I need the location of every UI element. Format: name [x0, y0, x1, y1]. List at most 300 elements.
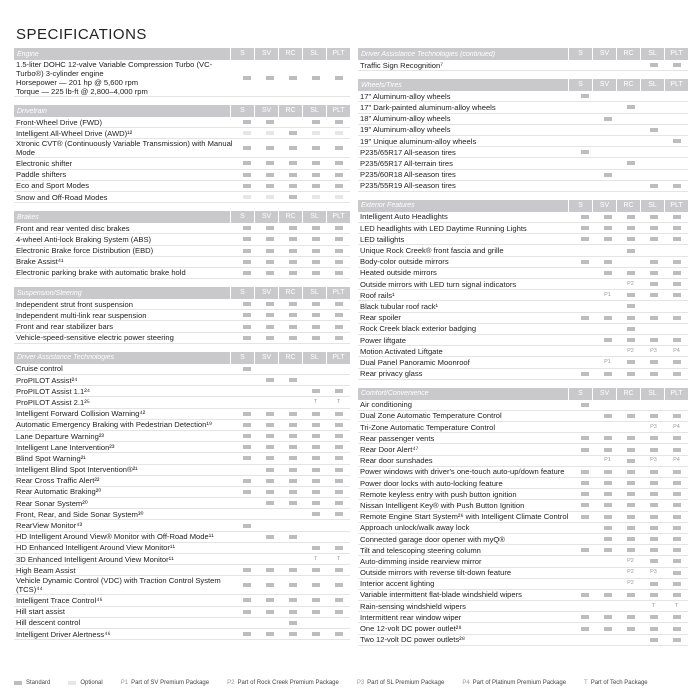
spec-row — [358, 223, 688, 234]
trim-availability — [281, 299, 304, 309]
trim-availability — [304, 310, 327, 320]
trim-availability — [258, 431, 281, 441]
trim-availability — [642, 324, 665, 334]
trim-header: S — [568, 388, 592, 400]
trim-availability — [258, 453, 281, 463]
spec-row — [358, 91, 688, 102]
trim-availability — [665, 268, 688, 278]
trim-availability — [642, 534, 665, 544]
trim-availability — [281, 629, 304, 639]
spec-row — [14, 333, 350, 344]
trim-availability — [642, 612, 665, 622]
trim-availability — [327, 607, 350, 617]
spec-row — [14, 246, 350, 257]
section-header — [14, 105, 350, 117]
trim-availability — [665, 114, 688, 124]
spec-label: Paddle shifters — [16, 170, 67, 180]
trim-availability — [642, 467, 665, 477]
trim-availability — [573, 568, 596, 578]
trim-availability — [596, 170, 619, 180]
trim-availability — [327, 234, 350, 244]
trim-availability — [327, 409, 350, 419]
spec-row — [358, 512, 688, 523]
trim-availability — [235, 618, 258, 628]
spec-row — [358, 125, 688, 136]
trim-availability — [596, 181, 619, 191]
spec-label: Dual Zone Automatic Temperature Control — [360, 411, 502, 421]
trim-availability — [619, 60, 642, 70]
spec-row — [14, 223, 350, 234]
spec-label: Rear Door Alert⁴⁷ — [360, 445, 419, 455]
trim-availability — [619, 568, 642, 578]
spec-row — [14, 509, 350, 520]
trim-availability — [573, 257, 596, 267]
trim-availability — [327, 618, 350, 628]
trim-availability — [619, 534, 642, 544]
legend-item — [121, 680, 209, 686]
trim-availability — [281, 607, 304, 617]
spec-row — [358, 422, 688, 433]
trim-header: SV — [254, 287, 278, 299]
trim-availability — [235, 607, 258, 617]
spec-row — [14, 595, 350, 606]
trim-availability — [619, 612, 642, 622]
spec-row — [14, 299, 350, 310]
trim-availability — [235, 117, 258, 127]
trim-availability — [327, 431, 350, 441]
trim-availability — [642, 357, 665, 367]
trim-availability — [619, 212, 642, 222]
trim-availability — [642, 500, 665, 510]
trim-availability — [665, 635, 688, 645]
trim-availability — [327, 509, 350, 519]
trim-availability — [281, 618, 304, 628]
trim-availability — [619, 500, 642, 510]
trim-availability — [327, 420, 350, 430]
trim-availability — [642, 301, 665, 311]
trim-availability — [642, 212, 665, 222]
spec-label: Rear Sonar System²⁰ — [16, 498, 88, 508]
trim-availability — [665, 534, 688, 544]
spec-label: Intermittent rear window wiper — [360, 612, 462, 622]
spec-row — [358, 500, 688, 511]
trim-availability — [619, 635, 642, 645]
trim-header: RC — [616, 388, 640, 400]
trim-availability — [258, 310, 281, 320]
trim-header: SV — [592, 79, 616, 91]
trim-availability — [304, 565, 327, 575]
trim-availability — [235, 268, 258, 278]
trim-availability — [281, 192, 304, 202]
spec-label: P235/65R17 All-terrain tires — [360, 158, 453, 168]
trim-header: SV — [592, 200, 616, 212]
spec-label: LED headlights with LED Daytime Running Lights — [360, 223, 527, 233]
trim-availability — [304, 554, 327, 564]
spec-label: RearView Monitor⁴³ — [16, 521, 83, 531]
trim-availability — [619, 158, 642, 168]
spec-label: Dual Panel Panoramic Moonroof — [360, 357, 470, 367]
trim-availability — [258, 192, 281, 202]
trim-availability — [596, 290, 619, 300]
trim-header: PLT — [664, 388, 688, 400]
spec-row — [14, 409, 350, 420]
trim-availability — [235, 364, 258, 374]
legend-item — [227, 680, 339, 686]
trim-availability — [258, 246, 281, 256]
trim-availability — [665, 545, 688, 555]
trim-availability — [281, 158, 304, 168]
trim-availability — [596, 136, 619, 146]
trim-availability — [619, 257, 642, 267]
spec-row — [358, 301, 688, 312]
trim-availability — [304, 521, 327, 531]
spec-row — [14, 128, 350, 139]
spec-label: Hill start assist — [16, 607, 65, 617]
spec-label: Blind Spot Warning²¹ — [16, 453, 86, 463]
trim-availability — [327, 73, 350, 83]
trim-availability — [642, 335, 665, 345]
spec-row — [14, 386, 350, 397]
trim-availability — [619, 478, 642, 488]
trim-availability — [281, 310, 304, 320]
trim-availability — [619, 125, 642, 135]
spec-row — [358, 245, 688, 256]
spec-row — [14, 364, 350, 375]
trim-availability — [619, 545, 642, 555]
trim-availability — [665, 125, 688, 135]
spec-row — [358, 369, 688, 380]
spec-row — [358, 556, 688, 567]
legend-text: Part of SV Premium Package — [131, 680, 210, 686]
trim-availability — [573, 114, 596, 124]
trim-availability — [619, 313, 642, 323]
trim-availability — [235, 397, 258, 407]
legend-item — [357, 680, 445, 686]
trim-availability — [619, 290, 642, 300]
trim-availability — [665, 456, 688, 466]
trim-availability — [665, 223, 688, 233]
trim-availability — [642, 369, 665, 379]
trim-header: S — [568, 48, 592, 60]
trim-availability — [573, 545, 596, 555]
trim-availability — [281, 170, 304, 180]
trim-availability — [304, 299, 327, 309]
spec-row — [14, 170, 350, 181]
trim-availability — [304, 268, 327, 278]
spec-row — [358, 158, 688, 169]
trim-availability — [573, 612, 596, 622]
trim-availability — [642, 445, 665, 455]
trim-availability — [596, 324, 619, 334]
spec-row — [14, 607, 350, 618]
spec-label: Rear door sunshades — [360, 456, 433, 466]
trim-availability — [642, 456, 665, 466]
trim-availability — [573, 60, 596, 70]
spec-row — [358, 257, 688, 268]
spec-label: Intelligent Trace Control⁴⁶ — [16, 595, 103, 605]
trim-availability — [327, 442, 350, 452]
trim-availability — [619, 489, 642, 499]
trim-availability — [235, 487, 258, 497]
trim-availability — [327, 476, 350, 486]
trim-availability — [258, 257, 281, 267]
spec-label: Outside mirrors with LED turn signal indicators — [360, 279, 517, 289]
spec-label: 17" Dark-painted aluminum-alloy wheels — [360, 102, 496, 112]
trim-availability — [304, 158, 327, 168]
trim-availability — [281, 420, 304, 430]
spec-section — [14, 352, 350, 640]
legend-item — [68, 680, 102, 686]
spec-label: Independent strut front suspension — [16, 299, 133, 309]
spec-row — [358, 290, 688, 301]
legend-text: Optional — [80, 680, 103, 686]
trim-availability — [665, 523, 688, 533]
trim-availability — [619, 170, 642, 180]
spec-label: Air conditioning — [360, 400, 412, 410]
trim-availability — [665, 568, 688, 578]
trim-availability — [235, 532, 258, 542]
trim-availability — [573, 456, 596, 466]
spec-row — [14, 192, 350, 203]
trim-availability — [596, 91, 619, 101]
trim-availability — [235, 554, 258, 564]
spec-label: Power door locks with auto-locking feature — [360, 478, 503, 488]
spec-row — [14, 420, 350, 431]
trim-availability — [304, 117, 327, 127]
trim-availability — [642, 279, 665, 289]
spec-row — [358, 400, 688, 411]
spec-row — [358, 136, 688, 147]
trim-availability — [304, 453, 327, 463]
trim-availability — [596, 635, 619, 645]
trim-availability — [573, 357, 596, 367]
trim-availability — [258, 181, 281, 191]
trim-availability — [304, 234, 327, 244]
trim-availability — [596, 60, 619, 70]
spec-row — [358, 102, 688, 113]
spec-label: Vehicle-speed-sensitive electric power steering — [16, 333, 174, 343]
trim-availability — [665, 91, 688, 101]
spec-section — [14, 287, 350, 344]
spec-row — [14, 181, 350, 192]
trim-availability — [327, 397, 350, 407]
trim-availability — [573, 579, 596, 589]
spec-row — [358, 444, 688, 455]
trim-availability — [573, 523, 596, 533]
spec-label: 3D Enhanced Intelligent Around View Monitor¹¹ — [16, 554, 174, 564]
trim-availability — [327, 143, 350, 153]
trim-availability — [327, 223, 350, 233]
trim-availability — [327, 465, 350, 475]
spec-row — [14, 60, 350, 97]
trim-availability — [642, 290, 665, 300]
trim-availability — [258, 117, 281, 127]
trim-availability — [327, 192, 350, 202]
spec-label: Snow and Off-Road Modes — [16, 192, 108, 202]
spec-row — [358, 579, 688, 590]
trim-availability — [573, 512, 596, 522]
trim-availability — [642, 257, 665, 267]
trim-availability — [281, 580, 304, 590]
trim-availability — [281, 143, 304, 153]
trim-availability — [573, 556, 596, 566]
trim-availability — [596, 601, 619, 611]
trim-availability — [304, 397, 327, 407]
trim-availability — [281, 554, 304, 564]
spec-section — [358, 388, 688, 646]
trim-availability — [327, 268, 350, 278]
trim-availability — [573, 324, 596, 334]
trim-availability — [281, 521, 304, 531]
spec-row — [14, 576, 350, 595]
trim-availability — [642, 158, 665, 168]
spec-row — [14, 268, 350, 279]
trim-availability — [573, 102, 596, 112]
trim-availability — [665, 422, 688, 432]
trim-availability — [304, 409, 327, 419]
spec-label: Hill descent control — [16, 618, 81, 628]
trim-availability — [235, 465, 258, 475]
spec-label: Power liftgate — [360, 335, 407, 345]
spec-label: Motion Activated Liftgate — [360, 346, 443, 356]
trim-availability — [281, 268, 304, 278]
trim-availability — [327, 375, 350, 385]
spec-label: HD Intelligent Around View® Monitor with Off-Road Mode¹¹ — [16, 532, 214, 542]
spec-label: Rear passenger vents — [360, 433, 435, 443]
trim-availability — [235, 234, 258, 244]
trim-availability — [665, 590, 688, 600]
trim-availability — [642, 635, 665, 645]
trim-availability — [642, 91, 665, 101]
trim-header: SV — [254, 48, 278, 60]
spec-row — [358, 357, 688, 368]
trim-availability — [258, 268, 281, 278]
trim-availability — [281, 431, 304, 441]
trim-header: S — [230, 287, 254, 299]
spec-row — [358, 234, 688, 245]
trim-availability — [596, 445, 619, 455]
trim-availability — [619, 91, 642, 101]
trim-availability — [642, 523, 665, 533]
trim-availability — [642, 170, 665, 180]
trim-header: PLT — [664, 79, 688, 91]
trim-availability — [619, 445, 642, 455]
trim-availability — [258, 322, 281, 332]
trim-availability — [258, 629, 281, 639]
trim-availability — [573, 158, 596, 168]
trim-availability — [235, 431, 258, 441]
trim-availability — [327, 521, 350, 531]
trim-availability — [258, 543, 281, 553]
spec-row — [14, 310, 350, 321]
spec-row — [14, 158, 350, 169]
spec-label: Lane Departure Warning²³ — [16, 431, 104, 441]
trim-availability — [281, 442, 304, 452]
trim-availability — [596, 369, 619, 379]
spec-label: Heated outside mirrors — [360, 268, 437, 278]
trim-availability — [619, 422, 642, 432]
section-title: Driver Assistance Technologies — [17, 354, 115, 362]
spec-section — [14, 211, 350, 279]
trim-availability — [235, 170, 258, 180]
section-header — [358, 48, 688, 60]
spec-section — [358, 79, 688, 192]
trim-availability — [235, 181, 258, 191]
trim-availability — [573, 246, 596, 256]
section-header — [14, 48, 350, 60]
spec-label: Rain-sensing windshield wipers — [360, 601, 466, 611]
trim-header: PLT — [326, 352, 350, 364]
spec-label: Brake Assist⁴¹ — [16, 257, 64, 267]
trim-availability — [596, 500, 619, 510]
trim-availability — [665, 313, 688, 323]
trim-header: SL — [640, 79, 664, 91]
trim-availability — [596, 147, 619, 157]
spec-row — [358, 590, 688, 601]
trim-availability — [573, 290, 596, 300]
spec-label: Tilt and telescoping steering column — [360, 545, 481, 555]
trim-availability — [327, 128, 350, 138]
trim-availability — [327, 246, 350, 256]
trim-availability — [258, 128, 281, 138]
trim-availability — [573, 500, 596, 510]
trim-availability — [619, 590, 642, 600]
trim-availability — [327, 170, 350, 180]
spec-row — [358, 534, 688, 545]
trim-availability — [304, 375, 327, 385]
spec-row — [358, 335, 688, 346]
trim-availability — [596, 223, 619, 233]
trim-header: SV — [254, 352, 278, 364]
trim-availability — [281, 322, 304, 332]
trim-availability — [258, 143, 281, 153]
trim-availability — [327, 386, 350, 396]
trim-availability — [665, 489, 688, 499]
spec-label: One 12-volt DC power outlet²⁸ — [360, 624, 462, 634]
trim-availability — [573, 478, 596, 488]
spec-label: 19" Unique aluminum-alloy wheels — [360, 136, 477, 146]
section-title: Wheels/Tires — [361, 81, 402, 89]
trim-availability — [281, 246, 304, 256]
trim-availability — [235, 565, 258, 575]
spec-row — [14, 476, 350, 487]
trim-availability — [596, 433, 619, 443]
trim-availability — [235, 310, 258, 320]
trim-availability — [258, 521, 281, 531]
trim-availability — [327, 158, 350, 168]
spec-label: Front and rear vented disc brakes — [16, 223, 130, 233]
trim-availability — [642, 60, 665, 70]
trim-header: SL — [302, 287, 326, 299]
spec-label: Outside mirrors with reverse tilt-down feature — [360, 568, 512, 578]
trim-availability — [304, 442, 327, 452]
trim-availability — [573, 635, 596, 645]
spec-label: 17" Aluminum-alloy wheels — [360, 91, 451, 101]
spec-label: Black tubular roof rack¹ — [360, 301, 439, 311]
trim-availability — [281, 476, 304, 486]
legend-item — [462, 680, 566, 686]
section-header — [14, 352, 350, 364]
legend-text: Part of Platinum Premium Package — [472, 680, 567, 686]
spec-row — [358, 489, 688, 500]
spec-label: Nissan Intelligent Key® with Push Button Ignition — [360, 500, 525, 510]
trim-availability — [665, 60, 688, 70]
trim-availability — [665, 136, 688, 146]
trim-availability — [304, 246, 327, 256]
trim-availability — [258, 465, 281, 475]
trim-header: PLT — [326, 287, 350, 299]
spec-row — [358, 170, 688, 181]
